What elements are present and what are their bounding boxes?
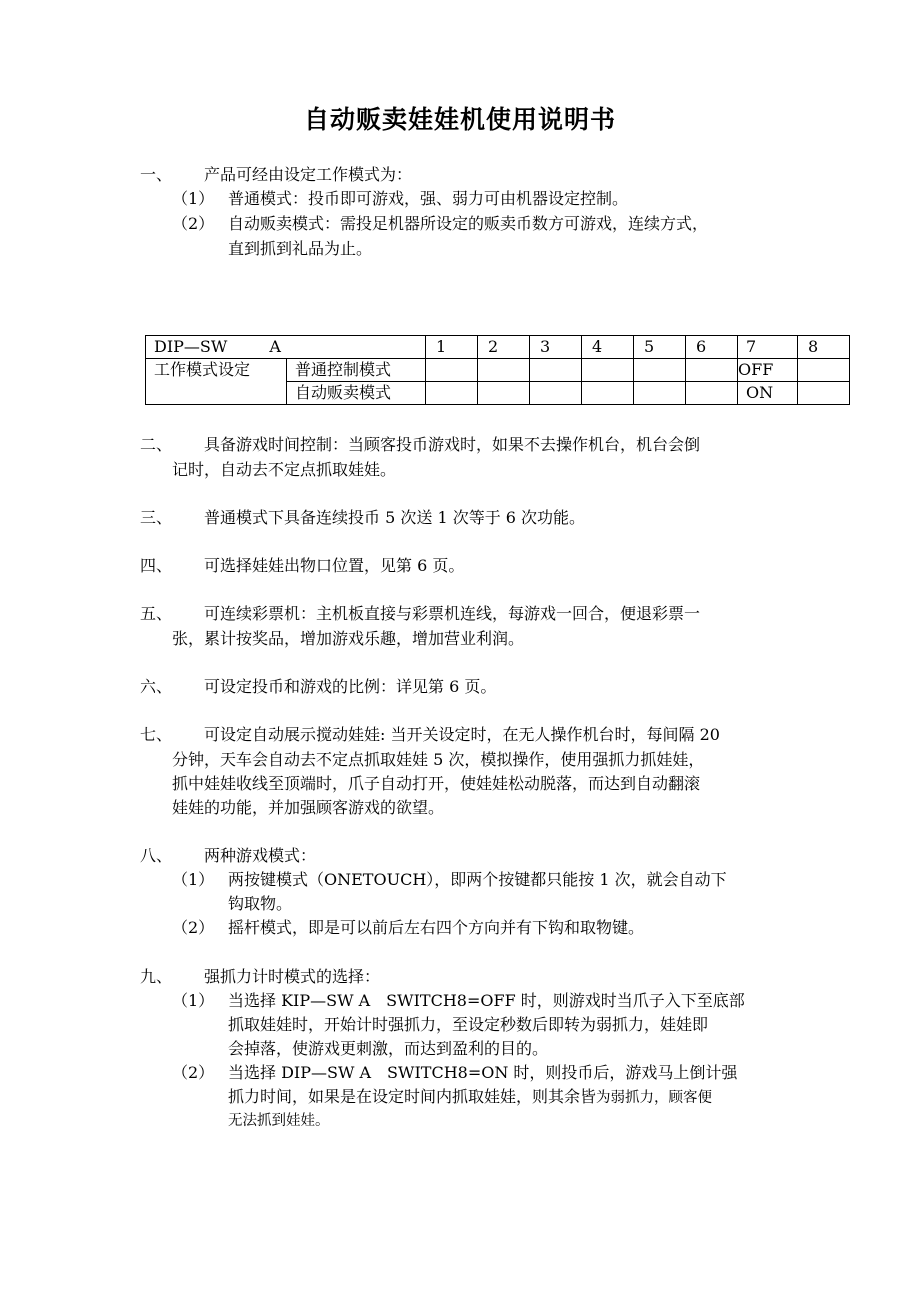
section-3-line-1: 普通模式下具备连续投币 5 次送 1 次等于 6 次功能。 bbox=[204, 508, 586, 527]
section-1-item-2-line-1: 自动贩卖模式：需投足机器所设定的贩卖币数方可游戏，连续方式， bbox=[228, 214, 709, 233]
switch-header-4: 4 bbox=[582, 336, 634, 359]
section-9-item-2-number: （2） bbox=[172, 1063, 215, 1082]
section-2-line-1: 具备游戏时间控制：当顾客投币游戏时，如果不去操作机台，机台会倒 bbox=[204, 435, 701, 454]
section-5-line-2: 张，累计按奖品，增加游戏乐趣，增加营业利润。 bbox=[172, 629, 525, 648]
switch-header-2: 2 bbox=[478, 336, 530, 359]
table-cell bbox=[634, 359, 686, 382]
section-8-item-1-line-2: 钩取物。 bbox=[228, 894, 293, 913]
table-cell bbox=[530, 359, 582, 382]
section-1-item-2-line-2: 直到抓到礼品为止。 bbox=[228, 239, 373, 258]
table-cell bbox=[798, 359, 850, 382]
section-8-item-2-number: （2） bbox=[172, 918, 215, 937]
switch-header-7: 7 bbox=[738, 336, 798, 359]
section-9-item-2-line-2a: 抓力时间，如果是在设定时间内抓取娃娃，则其余皆 bbox=[228, 1087, 597, 1106]
section-9-item-2-line-1: 当选择 DIP—SW A SWITCH8=ON 时，则投币后，游戏马上倒计强 bbox=[228, 1063, 738, 1082]
section-7-line-2: 分钟，天车会自动去不定点抓取娃娃 5 次，模拟操作，使用强抓力抓娃娃， bbox=[172, 750, 705, 769]
section-1-number: 一、 bbox=[140, 165, 173, 184]
section-9-item-2-line-3: 无法抓到娃娃。 bbox=[228, 1113, 330, 1129]
auto-vending-mode-label: 自动贩卖模式 bbox=[287, 382, 426, 405]
section-8-item-2-line-1: 摇杆模式，即是可以前后左右四个方向并有下钩和取物键。 bbox=[228, 918, 645, 937]
switch-header-6: 6 bbox=[686, 336, 738, 359]
switch-header-3: 3 bbox=[530, 336, 582, 359]
table-row-normal-mode bbox=[146, 359, 850, 382]
section-9-item-2-line-2b: 为弱抓力，顾客便 bbox=[596, 1090, 713, 1106]
section-8-number: 八、 bbox=[140, 846, 173, 865]
section-8-text: 两种游戏模式： bbox=[204, 846, 317, 865]
switch-header-1: 1 bbox=[426, 336, 478, 359]
table-cell bbox=[686, 382, 738, 405]
vending-mode-switch-7-value: ON bbox=[738, 382, 798, 405]
section-4-line-1: 可选择娃娃出物口位置，见第 6 页。 bbox=[204, 556, 465, 575]
section-8-item-1-number: （1） bbox=[172, 870, 215, 889]
page-title: 自动贩卖娃娃机使用说明书 bbox=[303, 105, 616, 134]
normal-mode-switch-7-value: OFF bbox=[738, 359, 798, 382]
table-cell bbox=[530, 382, 582, 405]
table-cell bbox=[634, 382, 686, 405]
section-6-number: 六、 bbox=[140, 677, 173, 696]
section-9-text: 强抓力计时模式的选择： bbox=[204, 967, 381, 986]
section-4-number: 四、 bbox=[140, 556, 173, 575]
work-mode-setting-label: 工作模式设定 bbox=[146, 359, 287, 405]
section-7-number: 七、 bbox=[140, 725, 173, 744]
table-cell bbox=[426, 382, 478, 405]
table-header-row bbox=[146, 336, 850, 359]
section-9-item-1-line-2: 抓取娃娃时，开始计时强抓力，至设定秒数后即转为弱抓力，娃娃即 bbox=[228, 1015, 709, 1034]
section-3-number: 三、 bbox=[140, 508, 173, 527]
section-6-line-1: 可设定投币和游戏的比例：详见第 6 页。 bbox=[204, 677, 497, 696]
dip-sw-bank: A bbox=[269, 337, 281, 356]
section-7-line-4: 娃娃的功能，并加强顾客游戏的欲望。 bbox=[172, 798, 445, 817]
table-cell bbox=[582, 382, 634, 405]
dip-switch-table bbox=[145, 335, 850, 405]
switch-header-5: 5 bbox=[634, 336, 686, 359]
section-2-line-2: 记时，自动去不定点抓取娃娃。 bbox=[172, 460, 397, 479]
section-9-item-2-line-2 bbox=[228, 1086, 712, 1109]
dip-sw-label: DIP—SW bbox=[154, 337, 228, 356]
table-cell bbox=[686, 359, 738, 382]
table-cell bbox=[478, 382, 530, 405]
table-cell bbox=[798, 382, 850, 405]
section-2-number: 二、 bbox=[140, 435, 173, 454]
normal-control-mode-label: 普通控制模式 bbox=[287, 359, 426, 382]
section-9-item-1-line-1: 当选择 KIP—SW A SWITCH8=OFF 时，则游戏时当爪子入下至底部 bbox=[228, 991, 745, 1010]
table-header-label-cell bbox=[146, 336, 426, 359]
section-9-number: 九、 bbox=[140, 967, 173, 986]
section-8-item-1-line-1: 两按键模式（ONETOUCH），即两个按键都只能按 1 次，就会自动下 bbox=[228, 870, 727, 889]
section-5-number: 五、 bbox=[140, 604, 173, 623]
section-7-line-1: 可设定自动展示搅动娃娃: 当开关设定时，在无人操作机台时，每间隔 20 bbox=[204, 725, 720, 744]
section-9-item-1-line-3: 会掉落，使游戏更刺激，而达到盈利的目的。 bbox=[228, 1039, 549, 1058]
section-1-text: 产品可经由设定工作模式为： bbox=[204, 165, 413, 184]
section-5-line-1: 可连续彩票机：主机板直接与彩票机连线，每游戏一回合，便退彩票一 bbox=[204, 604, 701, 623]
section-9-item-1-number: （1） bbox=[172, 991, 215, 1010]
table-cell bbox=[478, 359, 530, 382]
switch-header-8: 8 bbox=[798, 336, 850, 359]
section-1-item-2-number: （2） bbox=[172, 214, 215, 233]
section-1-item-1-number: （1） bbox=[172, 189, 215, 208]
section-7-line-3: 抓中娃娃收线至顶端时，爪子自动打开，使娃娃松动脱落，而达到自动翻滚 bbox=[172, 774, 701, 793]
section-1-item-1-text: 普通模式：投币即可游戏，强、弱力可由机器设定控制。 bbox=[228, 189, 629, 208]
table-cell bbox=[582, 359, 634, 382]
table-cell bbox=[426, 359, 478, 382]
